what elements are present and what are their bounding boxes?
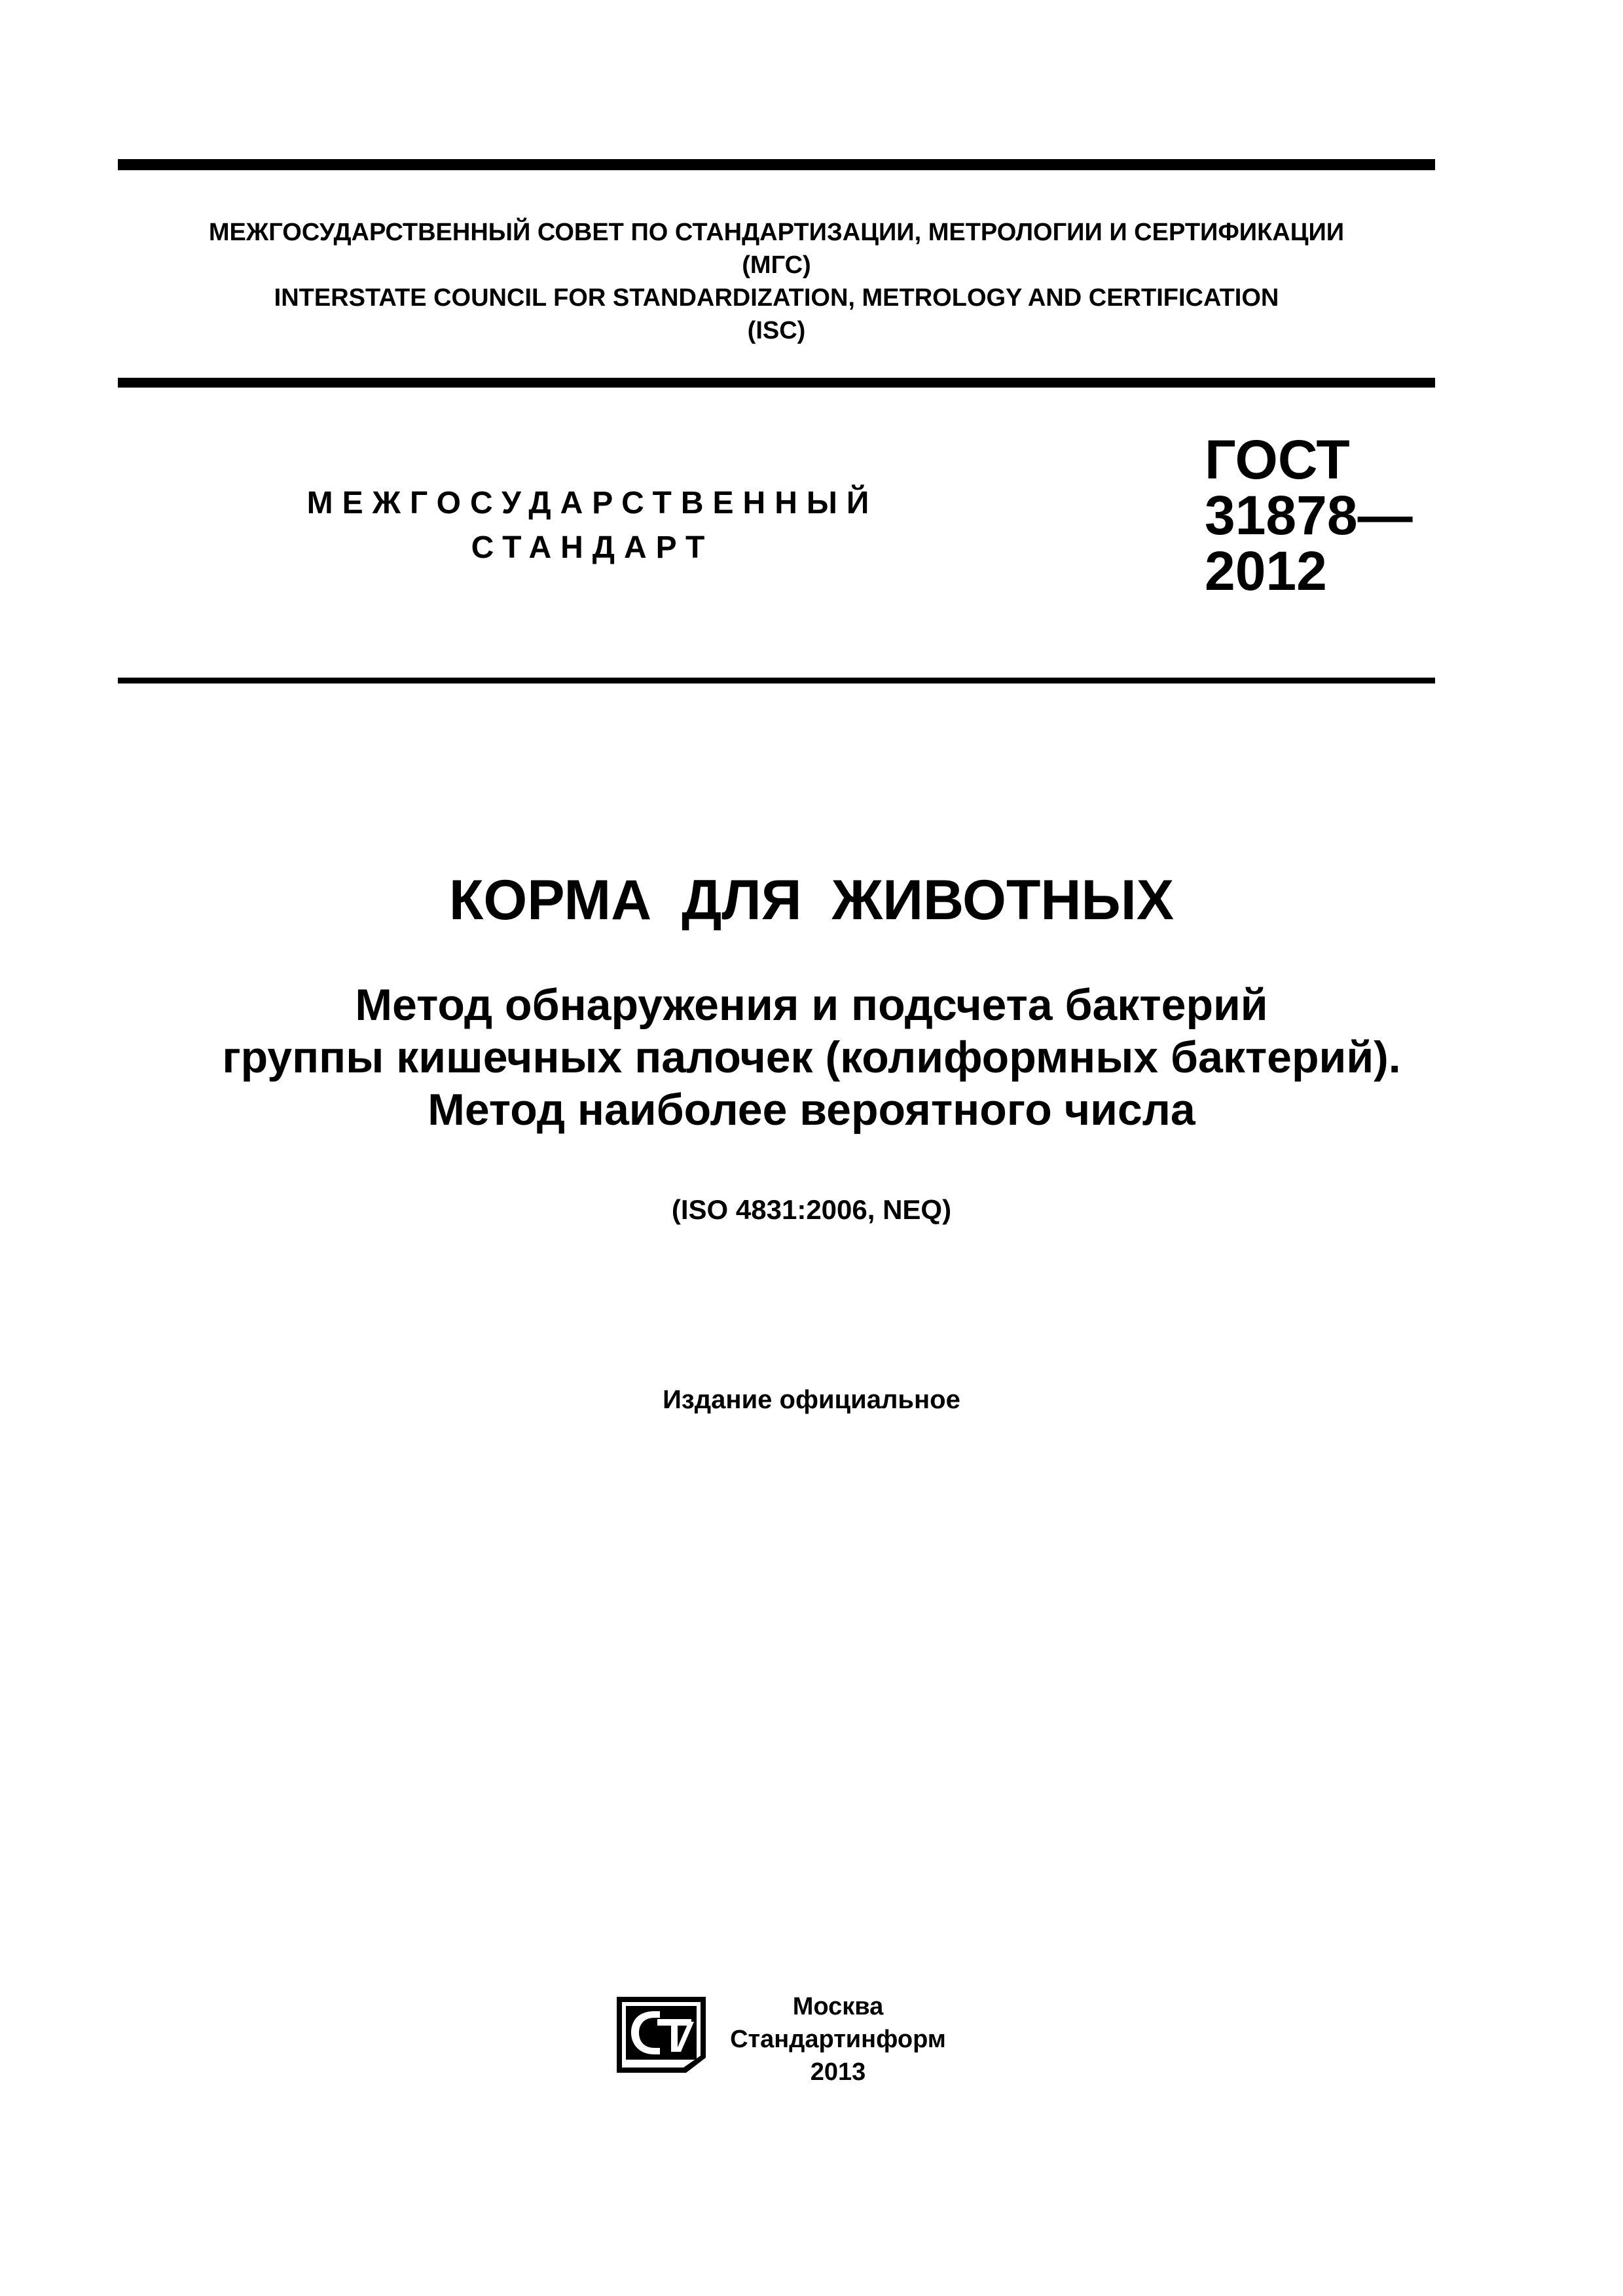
subtitle-line1: Метод обнаружения и подсчета бактерий bbox=[355, 980, 1268, 1030]
document-subtitle bbox=[0, 979, 1623, 1136]
subtitle-line3: Метод наиболее вероятного числа bbox=[428, 1085, 1195, 1135]
top-rule bbox=[118, 159, 1435, 170]
council-name-en: INTERSTATE COUNCIL FOR STANDARDIZATION, METROLOGY AND CERTIFICATION bbox=[274, 284, 1279, 312]
standartinform-logo bbox=[609, 1995, 707, 2074]
middle-rule bbox=[118, 378, 1435, 388]
gost-number: 31878— bbox=[1205, 484, 1413, 546]
council-header bbox=[118, 216, 1435, 347]
publisher-info bbox=[720, 1990, 956, 2088]
gost-designation bbox=[1205, 429, 1413, 602]
gost-year: 2012 bbox=[1205, 540, 1327, 602]
publisher-city: Москва bbox=[792, 1993, 884, 2020]
bottom-rule bbox=[118, 678, 1435, 683]
gost-prefix: ГОСТ bbox=[1205, 429, 1350, 490]
council-abbr-en: (ISC) bbox=[747, 317, 806, 344]
iso-reference: (ISO 4831:2006, NEQ) bbox=[671, 1194, 952, 1225]
council-abbr-ru: (МГС) bbox=[742, 251, 811, 279]
standard-label bbox=[216, 481, 969, 570]
standard-label-line1: МЕЖГОСУДАРСТВЕННЫЙ bbox=[306, 486, 879, 520]
document-title: КОРМА ДЛЯ ЖИВОТНЫХ bbox=[448, 869, 1175, 932]
publisher-year: 2013 bbox=[810, 2058, 866, 2086]
subtitle-line2: группы кишечных палочек (колиформных бактерий). bbox=[222, 1032, 1401, 1082]
publisher-name: Стандартинформ bbox=[730, 2026, 946, 2053]
council-name-ru: МЕЖГОСУДАРСТВЕННЫЙ СОВЕТ ПО СТАНДАРТИЗАЦИИ, МЕТРОЛОГИИ И СЕРТИФИКАЦИИ bbox=[208, 219, 1345, 246]
standard-label-line2: СТАНДАРТ bbox=[471, 530, 714, 565]
edition-note: Издание официальное bbox=[663, 1385, 960, 1414]
